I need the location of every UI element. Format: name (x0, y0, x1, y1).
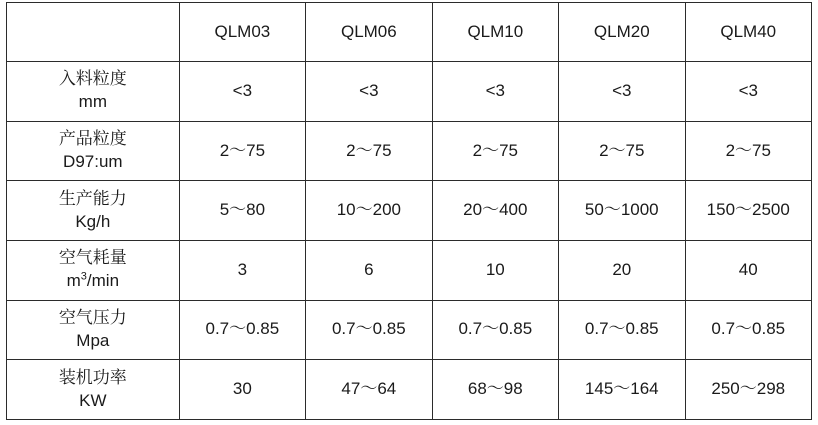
unit-prefix: m (66, 271, 81, 291)
cell-value: <3 (432, 62, 558, 122)
row-label-line2: Mpa (76, 330, 110, 350)
row-label-line2: Kg/h (75, 211, 111, 231)
cell-value: 2～75 (432, 121, 558, 181)
row-label-line1: 产品粒度 (58, 129, 127, 149)
table-row (7, 360, 812, 420)
table-header-row (7, 3, 812, 62)
cell-value: <3 (179, 62, 305, 122)
table-row (7, 240, 812, 300)
cell-value: 0.7～0.85 (306, 300, 432, 360)
cell-value: 5～80 (179, 181, 305, 241)
cell-value: 20 (559, 240, 685, 300)
cell-value: 68～98 (432, 360, 558, 420)
table-row (7, 121, 812, 181)
cell-value: 145～164 (559, 360, 685, 420)
cell-value: 0.7～0.85 (432, 300, 558, 360)
row-label-air-pressure (7, 300, 180, 360)
column-header-qlm06: QLM06 (306, 3, 432, 62)
cell-value: 2～75 (685, 121, 811, 181)
column-header-qlm10: QLM10 (432, 3, 558, 62)
cell-value: 2～75 (306, 121, 432, 181)
cell-value: 40 (685, 240, 811, 300)
unit-exponent: 3 (80, 270, 87, 283)
row-label-capacity (7, 181, 180, 241)
row-label-air-consumption (7, 240, 180, 300)
cell-value: 3 (179, 240, 305, 300)
column-header-qlm03: QLM03 (179, 3, 305, 62)
row-label-line1: 生产能力 (58, 188, 127, 208)
table-row (7, 300, 812, 360)
row-label-line1: 空气压力 (58, 308, 127, 328)
cell-value: 0.7～0.85 (685, 300, 811, 360)
cell-value: 10 (432, 240, 558, 300)
cell-value: <3 (685, 62, 811, 122)
cell-value: 20～400 (432, 181, 558, 241)
cell-value: 150～2500 (685, 181, 811, 241)
column-header-qlm40: QLM40 (685, 3, 811, 62)
cell-value: 2～75 (559, 121, 685, 181)
cell-value: 2～75 (179, 121, 305, 181)
cell-value: <3 (559, 62, 685, 122)
column-header-qlm20: QLM20 (559, 3, 685, 62)
cell-value: 250～298 (685, 360, 811, 420)
table-row (7, 181, 812, 241)
row-label-line1: 装机功率 (58, 367, 127, 387)
row-label-line2 (11, 270, 175, 293)
row-label-installed-power (7, 360, 180, 420)
cell-value: 0.7～0.85 (559, 300, 685, 360)
row-label-line1: 空气耗量 (58, 248, 127, 268)
cell-value: 6 (306, 240, 432, 300)
cell-value: 0.7～0.85 (179, 300, 305, 360)
row-label-line2: mm (78, 92, 107, 112)
row-label-line2: KW (79, 390, 107, 410)
cell-value: 47～64 (306, 360, 432, 420)
row-label-line1: 入料粒度 (58, 69, 127, 89)
row-label-feed-size (7, 62, 180, 122)
row-label-product-size (7, 121, 180, 181)
cell-value: 10～200 (306, 181, 432, 241)
specification-table (6, 2, 812, 420)
table-row (7, 62, 812, 122)
cell-value: 30 (179, 360, 305, 420)
cell-value: 50～1000 (559, 181, 685, 241)
row-label-line2: D97:um (63, 151, 123, 171)
table-corner-cell (7, 3, 180, 62)
cell-value: <3 (306, 62, 432, 122)
unit-suffix: /min (86, 271, 120, 291)
